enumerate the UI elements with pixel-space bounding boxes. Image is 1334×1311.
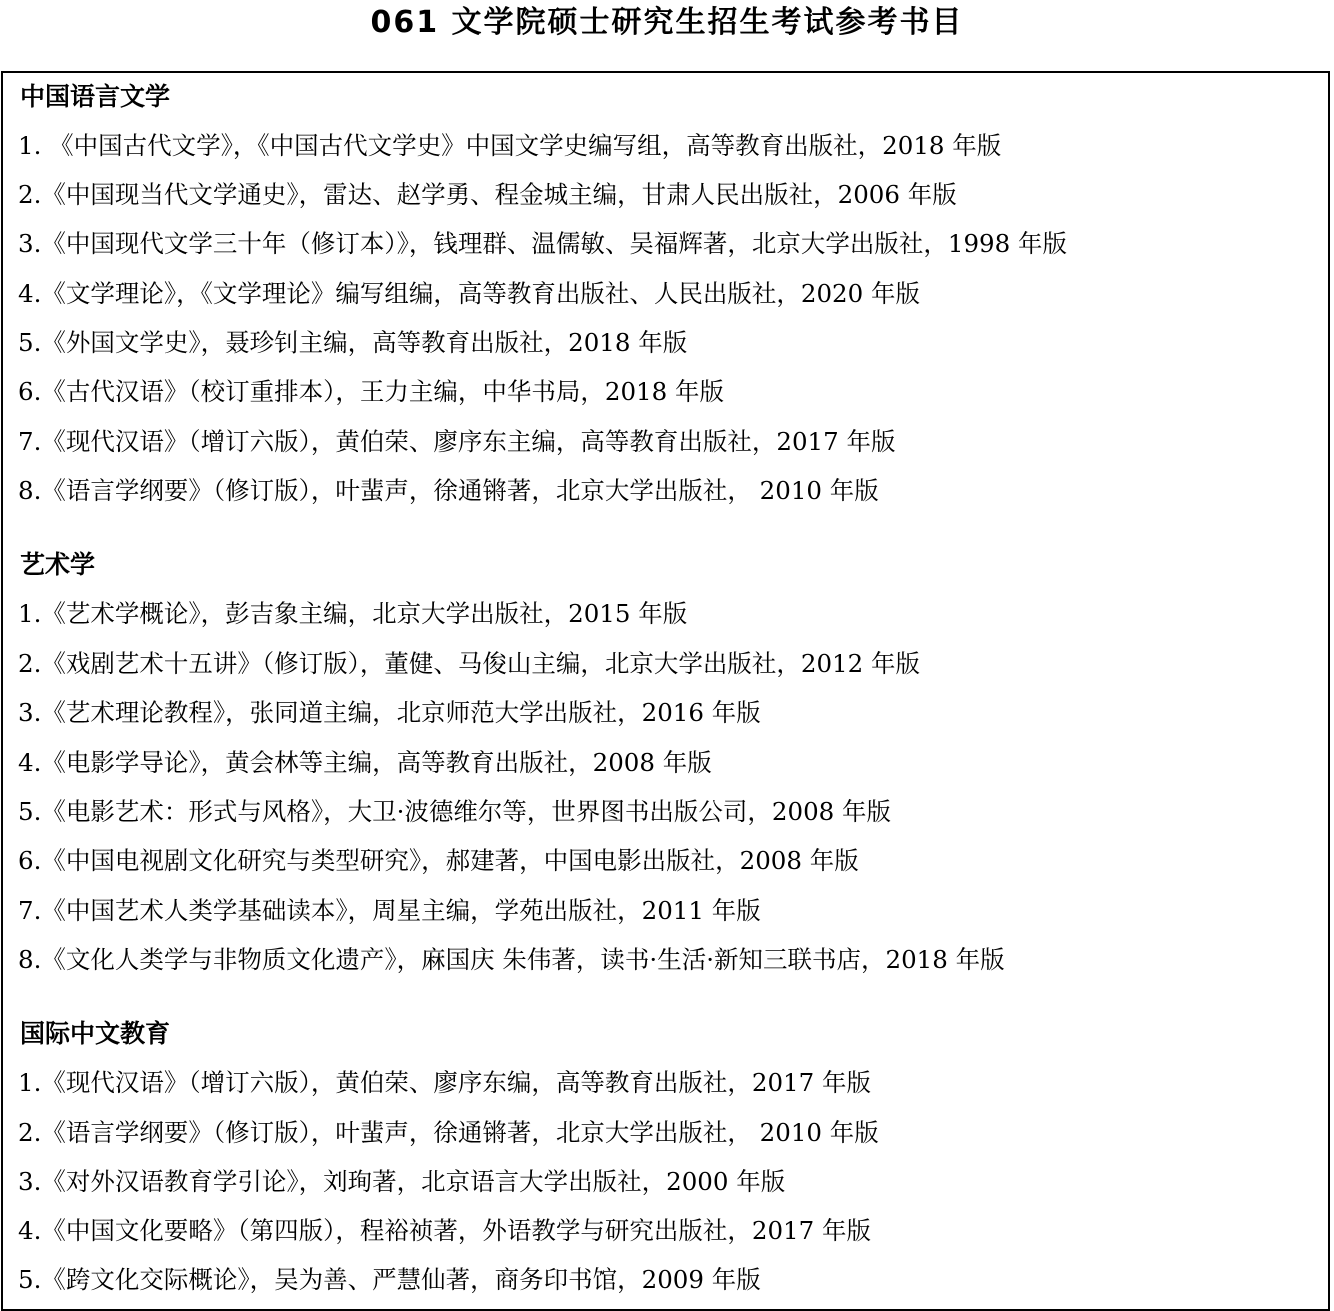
list-item: 6.《古代汉语》（校订重排本），王力主编，中华书局，2018 年版 [18, 377, 725, 406]
list-item: 1.《艺术学概论》，彭吉象主编，北京大学出版社，2015 年版 [18, 599, 688, 628]
list-item: 1.《现代汉语》（增订六版），黄伯荣、廖序东编，高等教育出版社，2017 年版 [18, 1068, 872, 1097]
list-item: 4.《电影学导论》，黄会林等主编，高等教育出版社，2008 年版 [18, 748, 712, 777]
section-heading-chinese-literature: 中国语言文学 [20, 82, 171, 111]
list-item: 4.《文学理论》，《文学理论》编写组编，高等教育出版社、人民出版社，2020 年版 [18, 279, 921, 308]
list-item: 7.《现代汉语》（增订六版），黄伯荣、廖序东主编，高等教育出版社，2017 年版 [18, 427, 896, 456]
list-item: 5.《外国文学史》，聂珍钊主编，高等教育出版社，2018 年版 [18, 328, 688, 357]
list-item: 5.《跨文化交际概论》，吴为善、严慧仙著，商务印书馆，2009 年版 [18, 1265, 761, 1294]
list-item: 5.《电影艺术：形式与风格》，大卫·波德维尔等，世界图书出版公司，2008 年版 [18, 797, 892, 826]
list-item: 2.《戏剧艺术十五讲》（修订版），董健、马俊山主编，北京大学出版社，2012 年版 [18, 649, 921, 678]
list-item: 8.《文化人类学与非物质文化遗产》，麻国庆 朱伟著，读书·生活·新知三联书店，2018 年版 [18, 945, 1005, 974]
list-item: 3.《中国现代文学三十年（修订本）》，钱理群、温儒敏、吴福辉著，北京大学出版社，1998 年版 [18, 229, 1068, 258]
list-item: 2.《语言学纲要》（修订版），叶蜚声，徐通锵著，北京大学出版社， 2010 年版 [18, 1118, 879, 1147]
section-heading-art-studies: 艺术学 [20, 550, 96, 579]
list-item: 1. 《中国古代文学》，《中国古代文学史》中国文学史编写组，高等教育出版社，2018 年版 [18, 131, 1002, 160]
list-item: 3.《对外汉语教育学引论》，刘珣著，北京语言大学出版社，2000 年版 [18, 1167, 786, 1196]
list-item: 2.《中国现当代文学通史》，雷达、赵学勇、程金城主编，甘肃人民出版社，2006 年版 [18, 180, 957, 209]
document-title: 061 文学院硕士研究生招生考试参考书目 [370, 5, 964, 40]
list-item: 3.《艺术理论教程》，张同道主编，北京师范大学出版社，2016 年版 [18, 698, 761, 727]
list-item: 7.《中国艺术人类学基础读本》，周星主编，学苑出版社，2011 年版 [18, 896, 761, 925]
list-item: 6.《中国电视剧文化研究与类型研究》，郝建著，中国电影出版社，2008 年版 [18, 846, 859, 875]
list-item: 8.《语言学纲要》（修订版），叶蜚声，徐通锵著，北京大学出版社， 2010 年版 [18, 476, 879, 505]
section-heading-international-chinese-education: 国际中文教育 [20, 1019, 171, 1048]
list-item: 4.《中国文化要略》（第四版），程裕祯著，外语教学与研究出版社，2017 年版 [18, 1216, 872, 1245]
